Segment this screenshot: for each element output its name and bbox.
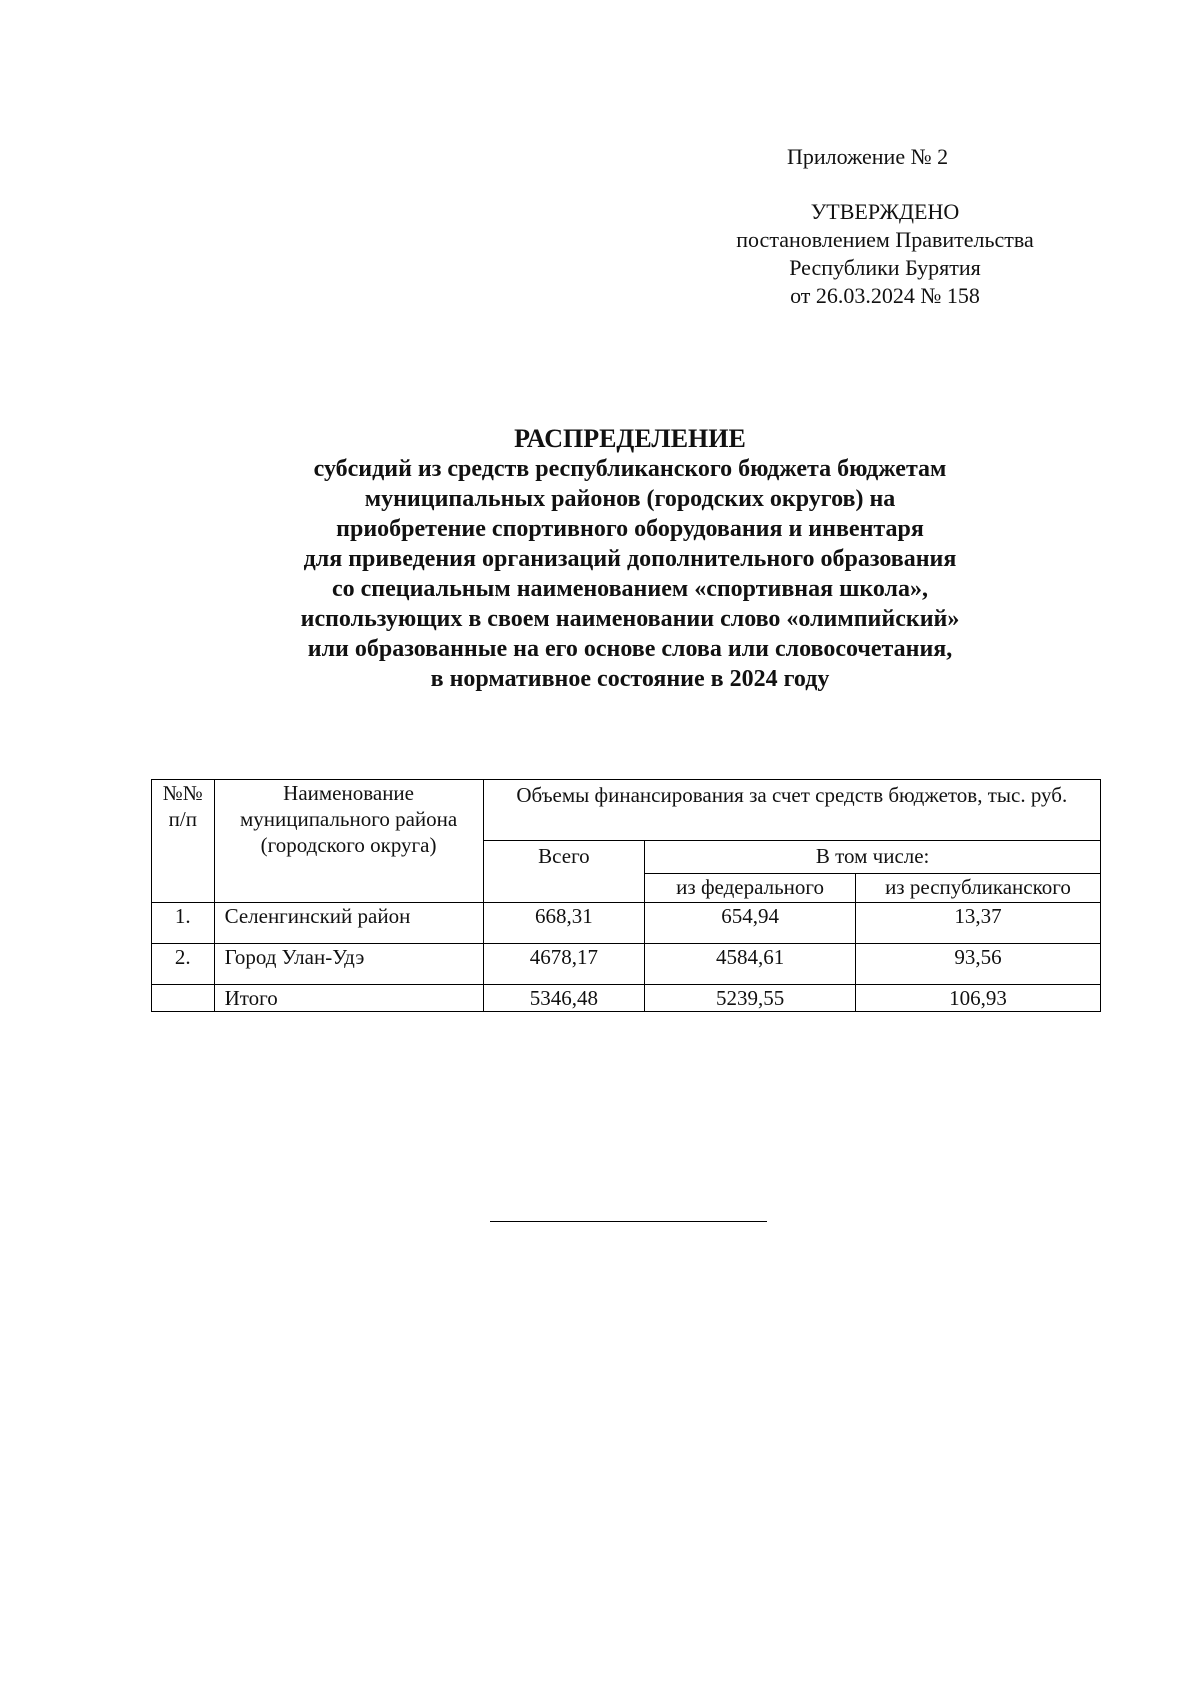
approved-by-line-2: Республики Бурятия	[789, 255, 981, 280]
appendix-number: Приложение № 2	[787, 144, 949, 169]
approved-by-line-1: постановлением Правительства	[736, 227, 1034, 252]
totals-total: 5346,48	[483, 985, 645, 1012]
totals-federal: 5239,55	[645, 985, 856, 1012]
table-row	[152, 944, 1101, 985]
header-federal: из федерального	[645, 874, 856, 903]
document-title: РАСПРЕДЕЛЕНИЕ	[514, 424, 746, 453]
subtitle-line: со специальным наименованием «спортивная школа»,	[331, 576, 929, 602]
table-row	[152, 903, 1101, 944]
subtitle-line: приобретение спортивного оборудования и инвентаря	[336, 516, 924, 542]
cell-republican: 13,37	[855, 903, 1100, 944]
subtitle-line: субсидий из средств республиканского бюджета бюджетам	[313, 456, 947, 482]
totals-label: Итого	[214, 985, 483, 1012]
approved-date: от 26.03.2024 № 158	[790, 283, 980, 308]
header-name: Наименование муниципального района (городского округа)	[214, 780, 483, 903]
subtitle-line: муниципальных районов (городских округов) на	[364, 486, 896, 512]
header-funding: Объемы финансирования за счет средств бюджетов, тыс. руб.	[483, 780, 1100, 841]
cell-republican: 93,56	[855, 944, 1100, 985]
header-republican: из республиканского	[855, 874, 1100, 903]
approval-block	[700, 198, 1070, 310]
cell-name: Селенгинский район	[214, 903, 483, 944]
subtitle-line: для приведения организаций дополнительного образования	[303, 546, 957, 572]
header-total: Всего	[483, 841, 645, 903]
cell-number: 2.	[152, 944, 215, 985]
cell-total: 668,31	[483, 903, 645, 944]
totals-republican: 106,93	[855, 985, 1100, 1012]
totals-row	[152, 985, 1101, 1012]
header-number: №№ п/п	[152, 780, 215, 903]
subtitle-line: использующих в своем наименовании слово «олимпийский»	[300, 606, 960, 632]
document-heading	[150, 424, 1110, 694]
cell-empty	[152, 985, 215, 1012]
cell-name: Город Улан-Удэ	[214, 944, 483, 985]
cell-federal: 4584,61	[645, 944, 856, 985]
subtitle-line: или образованные на его основе слова или словосочетания,	[307, 636, 953, 662]
funding-table	[151, 779, 1101, 1012]
cell-total: 4678,17	[483, 944, 645, 985]
approved-label: УТВЕРЖДЕНО	[810, 199, 960, 224]
cell-number: 1.	[152, 903, 215, 944]
subtitle-line: в нормативное состояние в 2024 году	[430, 666, 830, 692]
header-including: В том числе:	[645, 841, 1101, 874]
closing-divider	[490, 1221, 767, 1222]
cell-federal: 654,94	[645, 903, 856, 944]
